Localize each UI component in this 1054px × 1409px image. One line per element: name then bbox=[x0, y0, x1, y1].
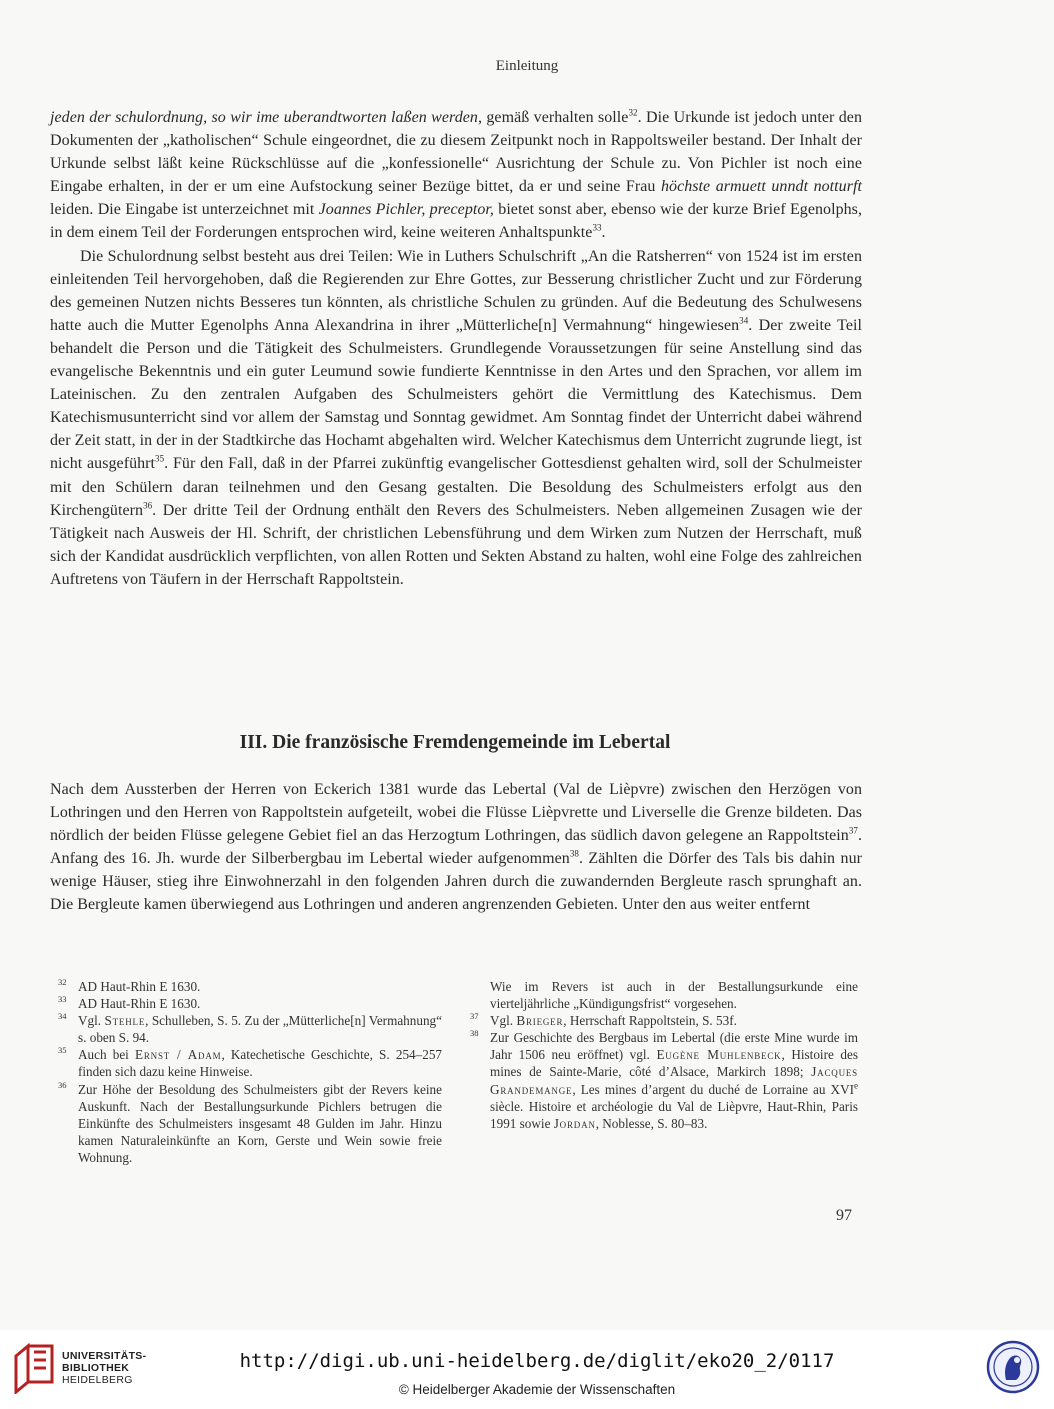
footnote-34: 34 Vgl. Stehle, Schulleben, S. 5. Zu der „Mütterliche[n] Vermahnung“ s. oben S. 94. bbox=[58, 1011, 443, 1046]
footnote-ref[interactable]: 34 bbox=[739, 315, 749, 326]
copyright-notice: © Heidelberger Akademie der Wissenschaften bbox=[398, 1382, 676, 1397]
footnote-33: 33 AD Haut-Rhin E 1630. bbox=[58, 994, 201, 1012]
quote: jeden der schulordnung, so wir ime uberandtworten laßen werden, bbox=[50, 109, 483, 126]
footnote-ref[interactable]: 36 bbox=[143, 500, 153, 511]
section-heading: III. Die französische Fremdengemeinde im Lebertal bbox=[239, 732, 671, 753]
footnote-ref[interactable]: 38 bbox=[569, 848, 579, 859]
footnote-36: 36 Zur Höhe der Besoldung des Schulmeisters gibt der Revers keine Auskunft. Nach der Bestallungsurkunde Pichlers betrugen die Einkünfte des Schulmeisters insgesamt 48 Gulden im Jahr. Hinzu kamen Naturaleinkünfte an Korn, Gerste und Wein sowie freie Wohnung. bbox=[58, 1079, 442, 1165]
paragraph-3: Nach dem Aussterben der Herren von Eckerich 1381 wurde das Lebertal (Val de Lièpvre) zwischen den Herzögen von Lothringen und den Herren von Rappoltstein aufgeteilt, wobei die Flüsse Lièpvrette und Liverselle die Grenze bildeten. Das nördlich der beiden Flüsse gelegene Gebiet fiel an das Herzogtum Lothringen, das südlich davon gelegene an Rappoltstein$^{37}$. Anfang des 16. Jh. wurde der Silberbergbau im Lebertal wieder aufgenommen$^{38}$. Zählten die Dörfer des Tals bis dahin nur wenige Häuser, stieg ihre Einwohnerzahl in den folgenden Jahren durch die zuwandernden Bergleute rasch sprunghaft an. Die Bergleute kamen überwiegend aus Lothringen und anderen angrenzenden Gebieten. Unter den aus weiter entfernt bbox=[50, 781, 862, 914]
permalink-url[interactable]: http://digi.ub.uni-heidelberg.de/diglit/eko20_2/0117 bbox=[239, 1350, 835, 1372]
footnote-32: 32 AD Haut-Rhin E 1630. bbox=[58, 977, 201, 994]
page-number: 97 bbox=[836, 1207, 852, 1224]
footnote-ref[interactable]: 32 bbox=[628, 107, 638, 118]
paragraph-2: Die Schulordnung selbst besteht aus drei Teilen: Wie in Luthers Schulschrift „An die Ratsherren“ von 1524 ist im ersten einleitenden Teil hervorgehoben, daß die Regierenden zur Ehre Gottes, zur Besserung christlicher Zucht und zur Förderung des gemeinen Nutzen nichts Besseres tun könnten, als christliche Schulen zu gründen. Auf die Bedeutung des Schulwesens hatte auch die Mutter Egenolphs Anna Alexandrina in ihrer „Mütterliche[n] Vermahnung“ hingewiesen$^{34}$. Der zweite Teil behandelt die Person und die Tätigkeit des Schulmeisters. Grundlegende Voraussetzungen für seine Anstellung sind das evangelische Bekenntnis und ein guter Leumund sowie fundierte Kenntnisse in den Artes und den Sprachen, vor allem im Lateinischen. Zu den zentralen Aufgaben des Schulmeisters gehört die Vermittlung des Katechismus. Dem Katechismusunterricht sind vor allem der Samstag und Sonntag gewidmet. Am Sonntag findet der Unterricht dabei während der Zeit statt, in der in der Stadtkirche das Hochamt abgehalten wird. Welcher Katechismus dem Unterricht zugrunde liegt, ist nicht ausgeführt$^{35}$. Für den Fall, daß in der Pfarrei zukünftig evangelischer Gottesdienst gehalten wird, soll der Schulmeister mit den Schülern daran teilnehmen und den Gesang gestalten. Die Besoldung des Schulmeisters erfolgt aus den Kirchengütern$^{36}$. Der dritte Teil der Ordnung enthält den Revers des Schulmeisters. Neben allgemeinen Zusagen wie der Tätigkeit nach Ausweis der Hl. Schrift, der christlichen Lebensführung und dem Wirken zum Nutzen der Herrschaft, muß sich der Kandidat ausdrücklich verpflichten, von allen Rotten und Sekten Abstand zu halten, wohl eine Folge des zahlreichen Auftretens von Täufern in der Herrschaft Rappoltstein. bbox=[50, 247, 862, 588]
quote: Joannes Pichler, preceptor, bbox=[318, 201, 494, 219]
footnote-ref[interactable]: 37 bbox=[848, 825, 858, 836]
quote: höchste armuett unndt notturft bbox=[660, 178, 862, 196]
footnote-36-continued: Wie im Revers ist auch in der Bestallungsurkunde eine vierteljährliche „Kündigungsfrist“ vorgesehen. bbox=[490, 979, 858, 1012]
main-text-2 bbox=[50, 778, 862, 917]
viewer-footer bbox=[0, 1330, 1054, 1409]
footnote-ref[interactable]: 35 bbox=[155, 454, 165, 465]
running-head: Einleitung bbox=[495, 58, 559, 74]
main-text bbox=[50, 106, 862, 591]
library-name: UNIVERSITÄTS- BIBLIOTHEK HEIDELBERG bbox=[62, 1350, 147, 1386]
footnote-35: 35 Auch bei Ernst / Adam, Katechetische Geschichte, S. 254–257 finden sich dazu keine Hinweise. bbox=[58, 1045, 443, 1080]
footnote-37: 37 Vgl. Brieger, Herrschaft Rappoltstein, S. 53f. bbox=[470, 1011, 737, 1029]
footnote-38: 38 Zur Geschichte des Bergbaus im Lebertal (die erste Mine wurde im Jahr 1506 neu eröffnet) vgl. Eugène Muhlenbeck, Histoire des mines de Sainte-Marie, côté d’Alsace, Markirch 1898; Jacques Grandemange, Les mines d’argent du duché de Lorraine au XVIe siècle. Histoire et archéologie du Val de Lièpvre, Haut-Rhin, Paris 1991 sowie Jordan, Noblesse, S. 80–83. bbox=[470, 1028, 859, 1131]
footnote-ref[interactable]: 33 bbox=[592, 223, 602, 234]
academy-seal-icon bbox=[986, 1340, 1040, 1394]
footnotes-right bbox=[470, 978, 858, 1132]
paragraph-1: jeden der schulordnung, so wir ime uberandtworten laßen werden, gemäß verhalten solle$^{32}$. Die Urkunde ist jedoch unter den Dokumenten der „katholischen“ Schule eingeordnet, die zu diesem Zeitpunkt noch in Rappoltsweiler bestand. Der Inhalt der Urkunde selbst läßt keine Rückschlüsse auf die „konfessionelle“ Ausrichtung der Schule zu. Von Pichler ist noch eine Eingabe erhalten, in der er um eine Aufstockung seiner Bezüge bittet, da er und seine Frau höchste armuett unndt notturft leiden. Die Eingabe ist unterzeichnet mit Joannes Pichler, preceptor, bietet sonst aber, ebenso wie der kurze Brief Egenolphs, in dem einem Teil der Forderungen entsprochen wird, keine weiteren Anhaltspunkte$^{33}$. bbox=[50, 107, 863, 242]
footnotes-left bbox=[58, 978, 442, 1166]
